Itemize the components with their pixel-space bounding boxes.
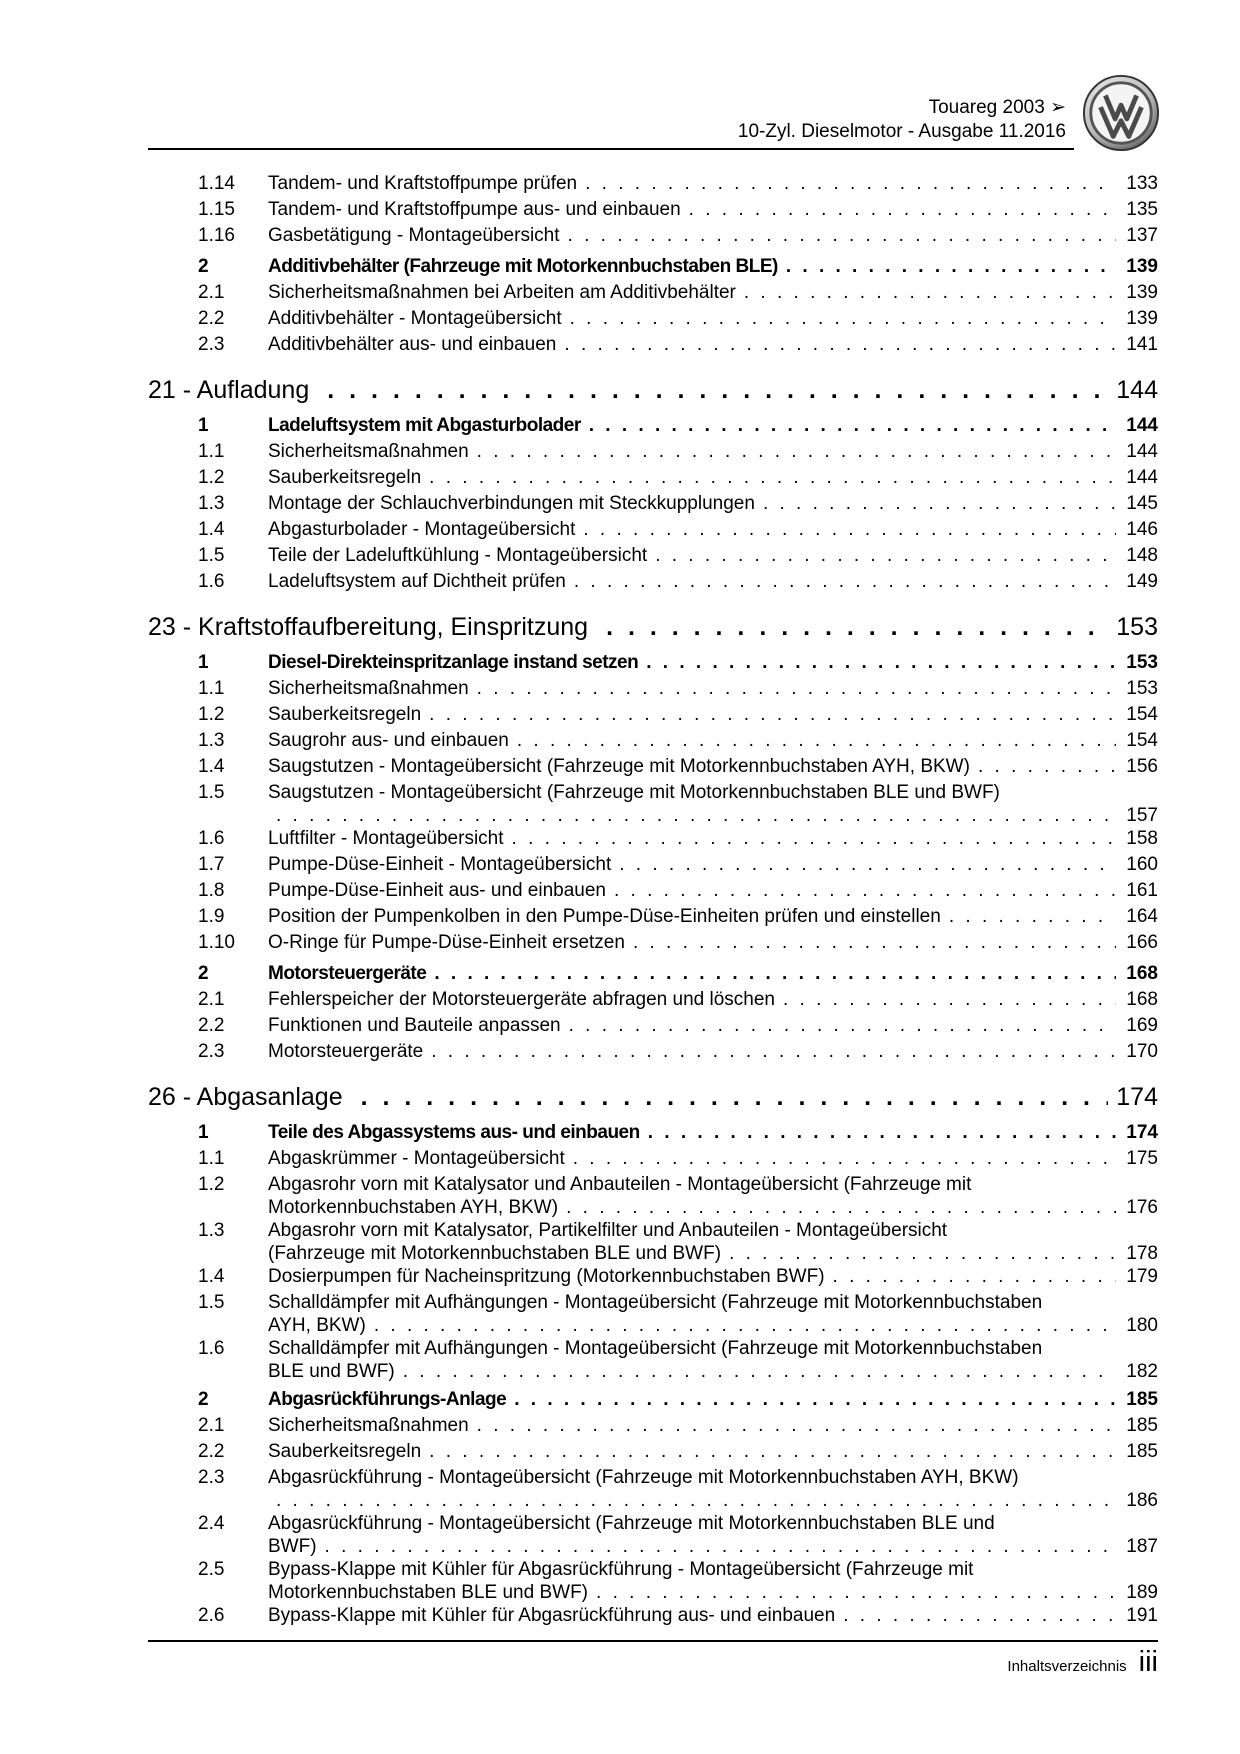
toc-title: Gasbetätigung - Montageübersicht [268, 225, 560, 246]
toc-num: 2.3 [198, 334, 225, 355]
toc-leader [596, 1581, 1116, 1604]
toc-leader [574, 570, 1116, 596]
toc-title: Abgasturbolader - Montageübersicht [268, 519, 576, 540]
toc-entry[interactable] [148, 1265, 1158, 1291]
toc-title: Ladeluftsystem mit Abgasturbolader [268, 415, 581, 436]
toc-title: Pumpe-Düse-Einheit - Montageübersicht [268, 854, 612, 875]
toc-leader [606, 612, 1108, 646]
toc-section[interactable] [148, 651, 1158, 677]
toc-title: Dosierpumpen für Nacheinspritzung (Motorkennbuchstaben BWF) [268, 1266, 825, 1287]
toc-title: Abgasrohr vorn mit Katalysator, Partikelfilter und Anbauteilen - Montageübersicht [268, 1220, 948, 1241]
toc-page: 168 [1126, 963, 1158, 984]
toc-title: Abgasrohr vorn mit Katalysator und Anbauteilen - Montageübersicht (Fahrzeuge mit [268, 1174, 972, 1195]
toc-num: 2.6 [198, 1605, 225, 1626]
toc-leader [689, 198, 1116, 224]
toc-entry[interactable] [148, 172, 1158, 198]
toc-page: 179 [1126, 1266, 1158, 1287]
toc-num: 1.16 [198, 225, 235, 246]
toc-title: Sauberkeitsregeln [268, 704, 422, 725]
footer-divider [148, 1640, 1158, 1642]
toc-title: Tandem- und Kraftstoffpumpe aus- und einbauen [268, 199, 681, 220]
chapter-page: 174 [1116, 1083, 1158, 1111]
toc-entry[interactable] [148, 492, 1158, 518]
toc-num: 2.2 [198, 1015, 225, 1036]
toc-num: 1.4 [198, 1266, 225, 1287]
toc-leader [361, 1082, 1109, 1116]
toc-entry[interactable] [148, 466, 1158, 492]
toc-title: Tandem- und Kraftstoffpumpe prüfen [268, 173, 578, 194]
toc-title: Sicherheitsmaßnahmen [268, 678, 469, 699]
toc-num: 1 [198, 415, 209, 436]
toc-entry[interactable] [148, 281, 1158, 307]
toc-leader [477, 440, 1116, 466]
toc-leader [729, 1242, 1116, 1265]
toc-num: 1.8 [198, 880, 225, 901]
toc-page: 144 [1126, 467, 1158, 488]
toc-num: 1 [198, 1122, 209, 1143]
toc-leader [325, 1535, 1116, 1558]
toc-num: 2.2 [198, 308, 225, 329]
chapter-title: 23 - Kraftstoffaufbereitung, Einspritzung [148, 613, 589, 641]
toc-num: 1.3 [198, 730, 225, 751]
toc-page: 153 [1126, 652, 1158, 673]
toc-title: Schalldämpfer mit Aufhängungen - Montageübersicht (Fahrzeuge mit Motorkennbuchstaben [268, 1338, 1043, 1359]
toc-chapter[interactable] [148, 1082, 1158, 1116]
toc-page: 185 [1126, 1389, 1158, 1410]
toc-page: 157 [1126, 805, 1158, 826]
toc-page: 139 [1126, 308, 1158, 329]
header-model: Touareg 2003 ➢ [928, 97, 1066, 118]
toc-title: Additivbehälter (Fahrzeuge mit Motorkennbuchstaben BLE) [268, 256, 778, 277]
toc-leader [744, 281, 1116, 307]
toc-entry[interactable] [148, 1604, 1158, 1630]
toc-num: 1.6 [198, 828, 225, 849]
toc-num: 1.1 [198, 441, 225, 462]
toc-title-cont: Motorkennbuchstaben BLE und BWF) [268, 1582, 589, 1603]
toc-page: 168 [1126, 989, 1158, 1010]
toc-leader [763, 492, 1116, 518]
toc-num: 2.2 [198, 1441, 225, 1462]
toc-entry[interactable] [148, 1414, 1158, 1440]
toc-num: 1.6 [198, 1338, 225, 1359]
toc-title-cont: Motorkennbuchstaben AYH, BKW) [268, 1197, 559, 1218]
toc-page: 133 [1126, 173, 1158, 194]
toc-section[interactable] [148, 962, 1158, 988]
toc-title: Montage der Schlauchverbindungen mit Steckkupplungen [268, 493, 755, 514]
toc-entry[interactable] [148, 781, 1158, 827]
toc-page: 182 [1126, 1361, 1158, 1382]
toc-num: 1.3 [198, 493, 225, 514]
toc-entry[interactable] [148, 853, 1158, 879]
toc-page: 154 [1126, 730, 1158, 751]
toc-leader [431, 1040, 1116, 1066]
toc-entry[interactable] [148, 755, 1158, 781]
footer-label: Inhaltsverzeichnis [1007, 1658, 1127, 1675]
toc-page: 158 [1126, 828, 1158, 849]
toc-page: 161 [1126, 880, 1158, 901]
toc-title: Motorsteuergeräte [268, 1041, 424, 1062]
toc-title: Saugstutzen - Montageübersicht (Fahrzeuge mit Motorkennbuchstaben BLE und BWF) [268, 782, 1000, 803]
toc-leader [512, 827, 1116, 853]
toc-page: 186 [1126, 1490, 1158, 1511]
toc-leader [648, 1121, 1116, 1147]
toc-title: Bypass-Klappe mit Kühler für Abgasrückführung - Montageübersicht (Fahrzeuge mit [268, 1559, 974, 1580]
toc-page: 166 [1126, 932, 1158, 953]
toc-title: Fehlerspeicher der Motorsteuergeräte abfragen und löschen [268, 989, 775, 1010]
table-of-contents [148, 172, 1158, 1630]
toc-title: Diesel-Direkteinspritzanlage instand setzen [268, 652, 639, 673]
toc-entry[interactable] [148, 1040, 1158, 1066]
toc-title: Position der Pumpenkolben in den Pumpe-Düse-Einheiten prüfen und einstellen [268, 906, 941, 927]
chapter-title: 26 - Abgasanlage [148, 1083, 343, 1111]
toc-title: Sauberkeitsregeln [268, 1441, 422, 1462]
toc-entry[interactable] [148, 570, 1158, 596]
toc-entry[interactable] [148, 703, 1158, 729]
toc-leader [374, 1314, 1116, 1337]
toc-page: 178 [1126, 1243, 1158, 1264]
toc-page: 170 [1126, 1041, 1158, 1062]
toc-num: 1.4 [198, 756, 225, 777]
toc-entry[interactable] [148, 307, 1158, 333]
toc-num: 1.2 [198, 467, 225, 488]
toc-entry[interactable] [148, 440, 1158, 466]
toc-title: Abgasrückführungs-Anlage [268, 1389, 507, 1410]
toc-title-cont: BLE und BWF) [268, 1361, 395, 1382]
toc-page: 176 [1126, 1197, 1158, 1218]
toc-section[interactable] [148, 255, 1158, 281]
toc-leader [429, 466, 1116, 492]
toc-page: 160 [1126, 854, 1158, 875]
toc-entry[interactable] [148, 1291, 1158, 1337]
toc-page: 139 [1126, 282, 1158, 303]
toc-section[interactable] [148, 1121, 1158, 1147]
toc-num: 2.1 [198, 1415, 225, 1436]
toc-page: 191 [1126, 1605, 1158, 1626]
toc-title: Bypass-Klappe mit Kühler für Abgasrückführung aus- und einbauen [268, 1605, 836, 1626]
toc-entry[interactable] [148, 1466, 1158, 1512]
toc-leader [429, 1440, 1116, 1466]
toc-page: 145 [1126, 493, 1158, 514]
toc-leader [614, 879, 1116, 905]
toc-entry[interactable] [148, 879, 1158, 905]
toc-num: 1.2 [198, 704, 225, 725]
toc-title: Additivbehälter - Montageübersicht [268, 308, 562, 329]
toc-leader [570, 307, 1116, 333]
toc-entry[interactable] [148, 1440, 1158, 1466]
toc-section[interactable] [148, 414, 1158, 440]
toc-page: 169 [1126, 1015, 1158, 1036]
toc-title: Sicherheitsmaßnahmen bei Arbeiten am Additivbehälter [268, 282, 736, 303]
toc-entry[interactable] [148, 905, 1158, 931]
toc-title: Schalldämpfer mit Aufhängungen - Montageübersicht (Fahrzeuge mit Motorkennbuchstaben [268, 1292, 1043, 1313]
toc-num: 1.5 [198, 782, 225, 803]
toc-entry[interactable] [148, 1173, 1158, 1219]
toc-leader [583, 518, 1116, 544]
running-header [738, 96, 1066, 144]
toc-page: 153 [1126, 678, 1158, 699]
page-footer [1007, 1646, 1158, 1679]
toc-entry[interactable] [148, 1219, 1158, 1265]
toc-title-cont: AYH, BKW) [268, 1315, 366, 1336]
toc-leader [569, 1014, 1116, 1040]
toc-num: 2 [198, 256, 209, 277]
toc-leader [978, 755, 1116, 781]
toc-title-cont: (Fahrzeuge mit Motorkennbuchstaben BLE und BWF) [268, 1243, 722, 1264]
toc-title: Funktionen und Bauteile anpassen [268, 1015, 561, 1036]
chapter-page: 153 [1116, 613, 1158, 641]
toc-title: Teile des Abgassystems aus- und einbauen [268, 1122, 640, 1143]
toc-num: 1.2 [198, 1174, 225, 1195]
toc-title: Sauberkeitsregeln [268, 467, 422, 488]
toc-entry[interactable] [148, 1147, 1158, 1173]
toc-num: 1.3 [198, 1220, 225, 1241]
toc-leader [783, 988, 1116, 1014]
toc-leader [573, 1147, 1116, 1173]
toc-num: 1.9 [198, 906, 225, 927]
vw-logo-icon [1082, 74, 1160, 152]
toc-page: 135 [1126, 199, 1158, 220]
toc-entry[interactable] [148, 827, 1158, 853]
toc-leader [585, 172, 1116, 198]
toc-leader [633, 931, 1116, 957]
toc-num: 2.3 [198, 1041, 225, 1062]
toc-entry[interactable] [148, 677, 1158, 703]
toc-title: Sicherheitsmaßnahmen [268, 1415, 469, 1436]
toc-num: 1.15 [198, 199, 235, 220]
toc-leader [514, 1388, 1116, 1414]
footer-page-number: iii [1138, 1646, 1158, 1678]
toc-title: Motorsteuergeräte [268, 963, 427, 984]
toc-title: Abgasrückführung - Montageübersicht (Fahrzeuge mit Motorkennbuchstaben BLE und [268, 1513, 995, 1534]
toc-leader [327, 375, 1108, 409]
toc-entry[interactable] [148, 198, 1158, 224]
toc-entry[interactable] [148, 1337, 1158, 1383]
toc-leader [655, 544, 1116, 570]
toc-title: Abgaskrümmer - Montageübersicht [268, 1148, 565, 1169]
toc-page: 174 [1126, 1122, 1158, 1143]
toc-chapter[interactable] [148, 612, 1158, 646]
toc-leader [517, 729, 1116, 755]
toc-page: 144 [1126, 415, 1158, 436]
toc-chapter[interactable] [148, 375, 1158, 409]
toc-entry[interactable] [148, 518, 1158, 544]
toc-entry[interactable] [148, 1558, 1158, 1604]
toc-title: Saugstutzen - Montageübersicht (Fahrzeuge mit Motorkennbuchstaben AYH, BKW) [268, 756, 970, 777]
toc-num: 1.4 [198, 519, 225, 540]
toc-page: 175 [1126, 1148, 1158, 1169]
header-engine: 10-Zyl. Dieselmotor - Ausgabe 11.2016 [737, 121, 1066, 142]
toc-leader [403, 1360, 1116, 1383]
toc-page: 148 [1126, 545, 1158, 566]
toc-entry[interactable] [148, 333, 1158, 359]
toc-num: 1.5 [198, 545, 225, 566]
toc-page: 137 [1126, 225, 1158, 246]
toc-page: 185 [1126, 1415, 1158, 1436]
toc-title: O-Ringe für Pumpe-Düse-Einheit ersetzen [268, 932, 625, 953]
toc-entry[interactable] [148, 988, 1158, 1014]
toc-entry[interactable] [148, 1014, 1158, 1040]
toc-page: 139 [1126, 256, 1158, 277]
toc-leader [434, 962, 1116, 988]
toc-num: 1 [198, 652, 209, 673]
toc-page: 187 [1126, 1536, 1158, 1557]
toc-entry[interactable] [148, 931, 1158, 957]
toc-num: 1.7 [198, 854, 225, 875]
toc-page: 146 [1126, 519, 1158, 540]
header-divider [148, 148, 1074, 150]
toc-leader [477, 677, 1116, 703]
toc-leader [949, 905, 1116, 931]
toc-title-cont: BWF) [268, 1536, 317, 1557]
toc-leader [564, 333, 1116, 359]
toc-section[interactable] [148, 1388, 1158, 1414]
toc-num: 1.14 [198, 173, 235, 194]
toc-entry[interactable] [148, 729, 1158, 755]
toc-num: 1.6 [198, 571, 225, 592]
toc-num: 1.1 [198, 1148, 225, 1169]
toc-num: 2 [198, 1389, 209, 1410]
toc-leader [786, 255, 1116, 281]
toc-leader [276, 804, 1116, 827]
toc-page: 149 [1126, 571, 1158, 592]
toc-num: 2.1 [198, 282, 225, 303]
toc-entry[interactable] [148, 224, 1158, 250]
toc-title: Abgasrückführung - Montageübersicht (Fahrzeuge mit Motorkennbuchstaben AYH, BKW) [268, 1467, 1019, 1488]
toc-page: 141 [1126, 334, 1158, 355]
toc-num: 1.1 [198, 678, 225, 699]
toc-page: 185 [1126, 1441, 1158, 1462]
toc-title: Ladeluftsystem auf Dichtheit prüfen [268, 571, 566, 592]
toc-page: 189 [1126, 1582, 1158, 1603]
toc-leader [843, 1604, 1116, 1630]
toc-page: 144 [1126, 441, 1158, 462]
toc-leader [276, 1489, 1116, 1512]
toc-entry[interactable] [148, 1512, 1158, 1558]
toc-page: 164 [1126, 906, 1158, 927]
toc-leader [477, 1414, 1116, 1440]
toc-entry[interactable] [148, 544, 1158, 570]
toc-leader [833, 1265, 1116, 1291]
toc-leader [619, 853, 1116, 879]
toc-title: Teile der Ladeluftkühlung - Montageübersicht [268, 545, 648, 566]
chapter-title: 21 - Aufladung [148, 376, 310, 404]
toc-num: 2.5 [198, 1559, 225, 1580]
toc-num: 2 [198, 963, 209, 984]
toc-num: 2.4 [198, 1513, 225, 1534]
toc-title: Additivbehälter aus- und einbauen [268, 334, 557, 355]
toc-num: 1.10 [198, 932, 235, 953]
toc-title: Pumpe-Düse-Einheit aus- und einbauen [268, 880, 606, 901]
toc-title: Luftfilter - Montageübersicht [268, 828, 504, 849]
toc-leader [568, 224, 1116, 250]
toc-leader [646, 651, 1116, 677]
toc-leader [566, 1196, 1116, 1219]
chapter-page: 144 [1116, 376, 1158, 404]
toc-page: 180 [1126, 1315, 1158, 1336]
toc-num: 2.3 [198, 1467, 225, 1488]
toc-num: 2.1 [198, 989, 225, 1010]
toc-title: Saugrohr aus- und einbauen [268, 730, 509, 751]
toc-page: 154 [1126, 704, 1158, 725]
toc-leader [429, 703, 1116, 729]
toc-num: 1.5 [198, 1292, 225, 1313]
toc-page: 156 [1126, 756, 1158, 777]
toc-title: Sicherheitsmaßnahmen [268, 441, 469, 462]
toc-leader [589, 414, 1116, 440]
